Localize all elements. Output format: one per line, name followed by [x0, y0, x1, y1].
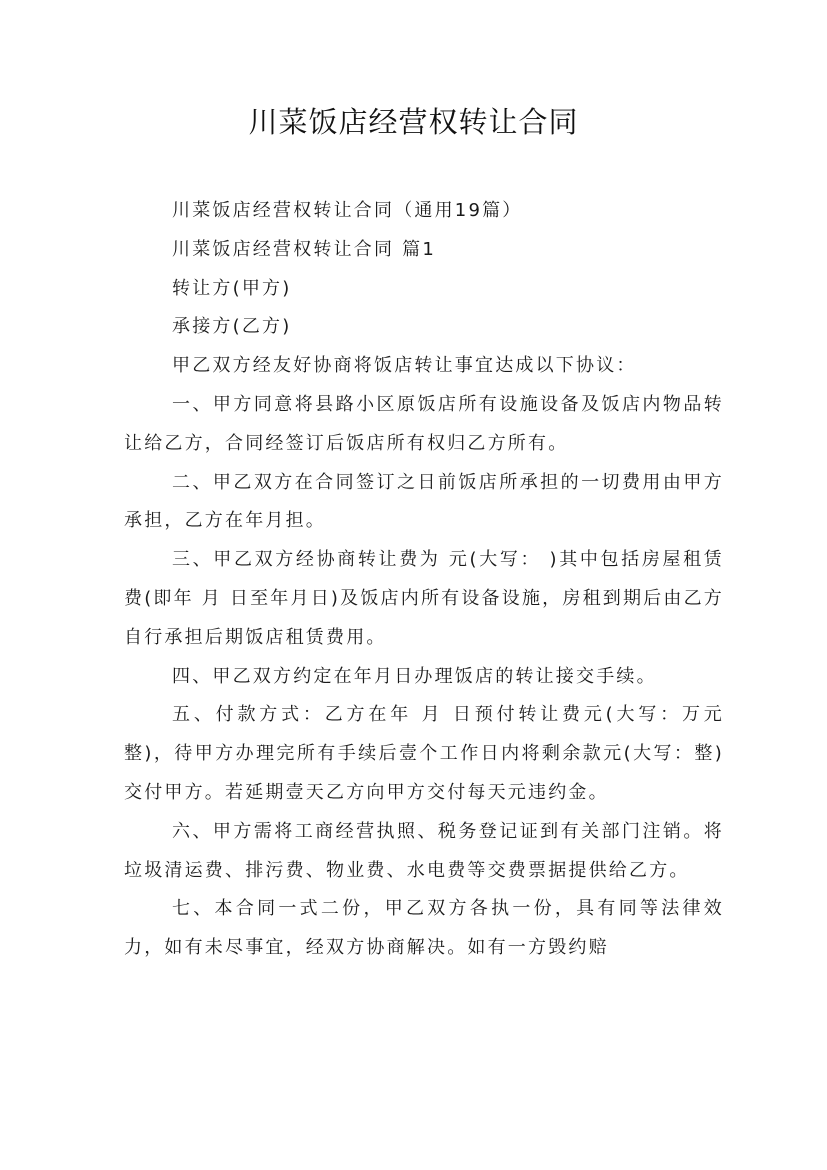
paragraph-section-heading: 川菜饭店经营权转让合同 篇1	[172, 238, 436, 260]
document-title: 川菜饭店经营权转让合同	[248, 105, 579, 139]
paragraph-clause-6: 六、甲方需将工商经营执照、税务登记证到有关部门注销。将垃圾清运费、排污费、物业费、水电费等交费票据提供给乙方。	[124, 820, 724, 881]
paragraph-clause-3: 三、甲乙双方经协商转让费为 元(大写： )其中包括房屋租赁费(即年 月 日至年月日)及饭店内所有设备设施，房租到期后由乙方自行承担后期饭店租赁费用。	[124, 549, 724, 648]
paragraph-party-a: 转让方(甲方)	[172, 277, 292, 299]
paragraph-preamble: 甲乙双方经友好协商将饭店转让事宜达成以下协议：	[172, 355, 637, 377]
paragraph-clause-5: 五、付款方式：乙方在年 月 日预付转让费元(大写：万元整)，待甲方办理完所有手续后壹个工作日内将剩余款元(大写：整)交付甲方。若延期壹天乙方向甲方交付每天元违约金。	[124, 704, 724, 803]
paragraph-clause-7: 七、本合同一式二份，甲乙双方各执一份，具有同等法律效力，如有未尽事宜，经双方协商解决。如有一方毁约赔	[124, 898, 724, 959]
paragraph-clause-4: 四、甲乙双方约定在年月日办理饭店的转让接交手续。	[172, 665, 657, 687]
paragraph-clause-1: 一、甲方同意将县路小区原饭店所有设施设备及饭店内物品转让给乙方，合同经签订后饭店所有权归乙方所有。	[124, 393, 724, 454]
paragraph-clause-2: 二、甲乙双方在合同签订之日前饭店所承担的一切费用由甲方承担，乙方在年月担。	[124, 471, 724, 532]
paragraph-party-b: 承接方(乙方)	[172, 316, 292, 338]
paragraph-subtitle: 川菜饭店经营权转让合同（通用19篇）	[172, 200, 523, 221]
document-body	[124, 192, 724, 968]
